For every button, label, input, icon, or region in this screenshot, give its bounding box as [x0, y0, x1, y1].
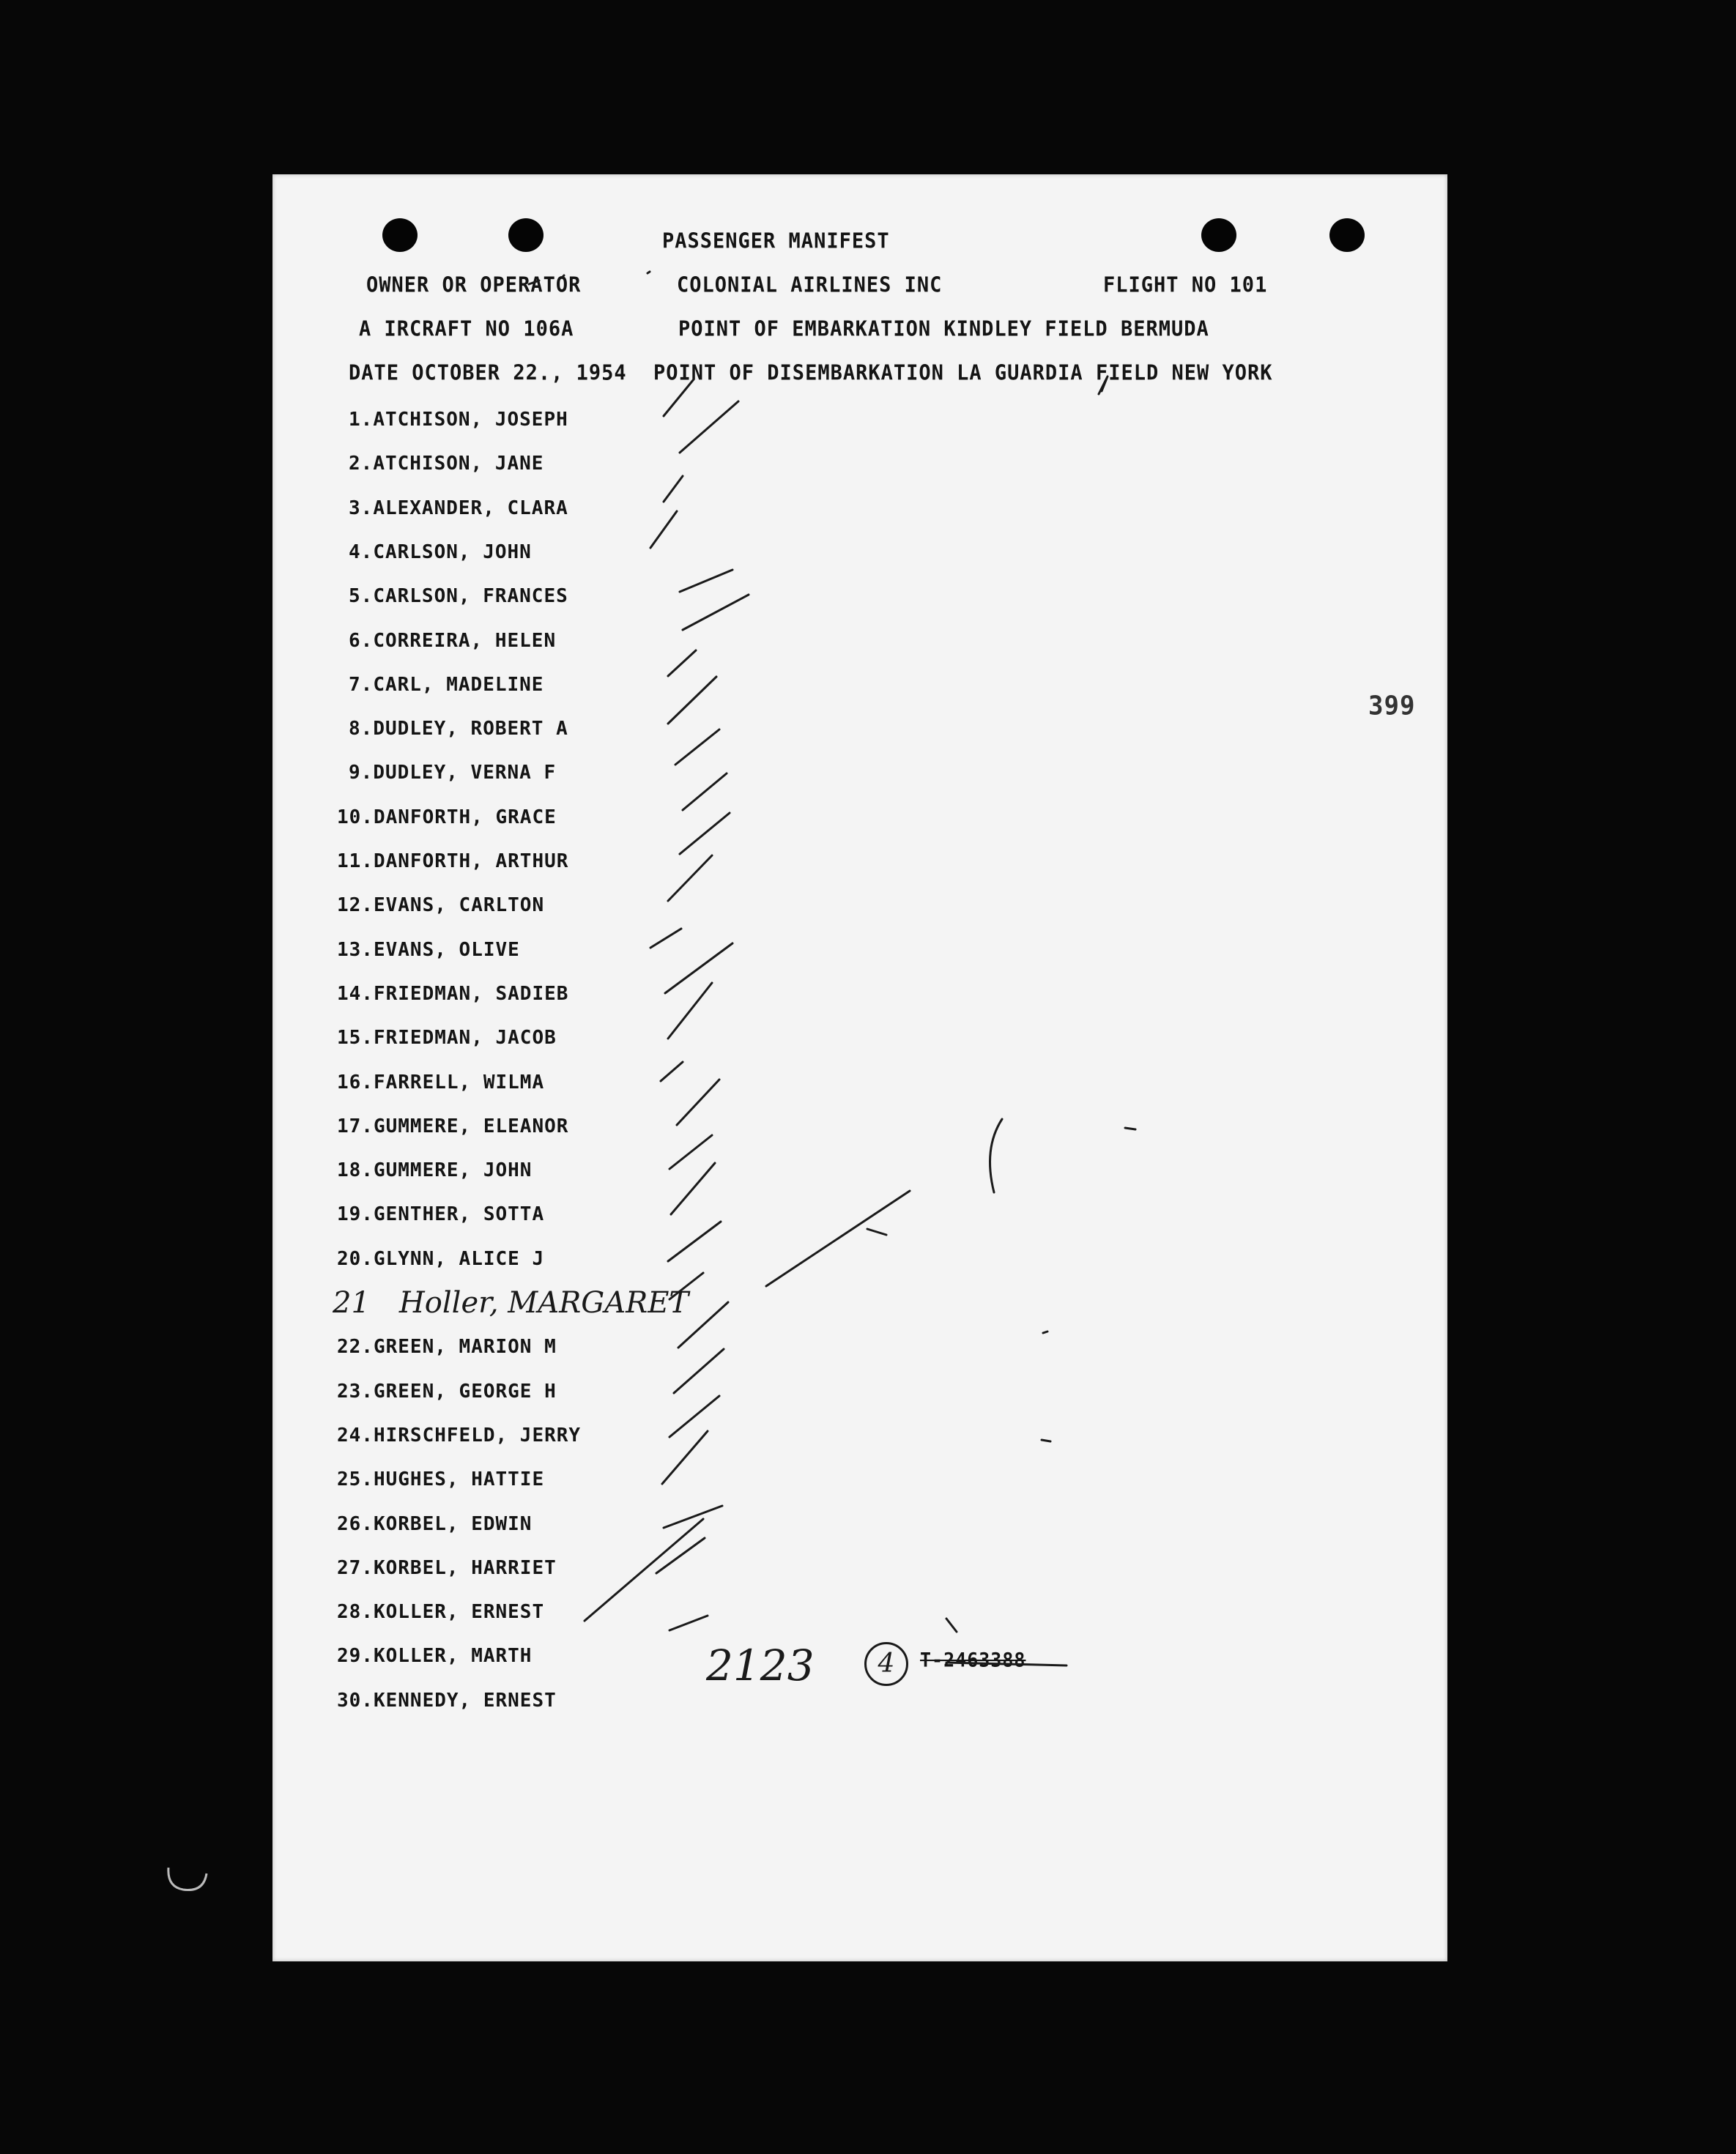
punch-hole-icon: [508, 218, 544, 252]
passenger-row: [337, 1159, 532, 1181]
punch-hole-icon: [1329, 218, 1365, 252]
passenger-number: 3.: [349, 497, 374, 519]
passenger-number: 27.: [337, 1556, 374, 1579]
passenger-row: [333, 1286, 689, 1320]
passenger-number: 23.: [337, 1380, 374, 1403]
passenger-row: [349, 762, 556, 784]
passenger-number: 14.: [337, 982, 374, 1005]
passenger-name: FRIEDMAN, JACOB: [373, 1027, 557, 1050]
flight-number: FLIGHT NO 101: [1103, 273, 1268, 297]
passenger-name: DUDLEY, ROBERT A: [373, 718, 568, 740]
owner-label: OWNER OR OPERATOR: [366, 273, 582, 297]
file-number: 2123: [706, 1641, 815, 1690]
passenger-row: [337, 1513, 532, 1535]
passenger-row: [337, 1645, 532, 1667]
struck-number: T-2463388: [920, 1649, 1026, 1671]
passenger-name: KENNEDY, ERNEST: [373, 1689, 557, 1712]
passenger-row: [337, 1425, 581, 1446]
passenger-row: [337, 1381, 557, 1403]
passenger-row: [337, 1203, 544, 1225]
passenger-name: Holler, MARGARET: [398, 1286, 689, 1320]
passenger-name: DANFORTH, ARTHUR: [373, 850, 569, 872]
passenger-row: [337, 983, 568, 1005]
passenger-name: HUGHES, HATTIE: [373, 1468, 545, 1491]
passenger-number: 17.: [337, 1115, 374, 1137]
passenger-name: ATCHISON, JOSEPH: [373, 409, 568, 431]
passenger-row: [337, 939, 520, 961]
passenger-name: KORBEL, EDWIN: [373, 1512, 533, 1535]
passenger-name: CARLSON, JOHN: [373, 541, 532, 563]
passenger-row: [349, 453, 544, 475]
passenger-name: GLYNN, ALICE J: [373, 1247, 545, 1270]
passenger-name: CARL, MADELINE: [373, 673, 544, 696]
passenger-name: ALEXANDER, CLARA: [373, 497, 568, 519]
passenger-row: [337, 1115, 568, 1137]
passenger-row: [349, 409, 568, 431]
passenger-number: 18.: [337, 1159, 374, 1182]
passenger-row: [349, 718, 568, 740]
owner-value: COLONIAL AIRLINES INC: [677, 273, 943, 297]
passenger-row: [337, 894, 544, 916]
passenger-number: 20.: [337, 1247, 374, 1270]
passenger-name: HIRSCHFELD, JERRY: [373, 1424, 582, 1446]
passenger-row: [337, 1690, 557, 1712]
punch-hole-icon: [1201, 218, 1236, 252]
passenger-number: 11.: [337, 850, 374, 872]
passenger-name: GREEN, MARION M: [373, 1336, 557, 1359]
passenger-number: 22.: [337, 1336, 374, 1359]
passenger-number: 5.: [349, 585, 374, 608]
passenger-name: DUDLEY, VERNA F: [373, 762, 557, 784]
passenger-number: 8.: [349, 718, 374, 740]
passenger-row: [337, 1248, 544, 1270]
passenger-name: GREEN, GEORGE H: [373, 1380, 557, 1403]
passenger-row: [337, 1468, 544, 1490]
film-mark-icon: [161, 1860, 227, 1904]
manifest-title: PASSENGER MANIFEST: [662, 229, 890, 253]
passenger-name: CORREIRA, HELEN: [373, 629, 557, 652]
passenger-number: 28.: [337, 1601, 374, 1624]
passenger-number: 12.: [337, 894, 374, 917]
passenger-name: EVANS, CARLTON: [373, 894, 545, 917]
passenger-name: KOLLER, MARTH: [373, 1645, 533, 1668]
passenger-number: 24.: [337, 1424, 374, 1446]
passenger-number: 6.: [349, 629, 374, 652]
page-number: 399: [1368, 691, 1416, 721]
passenger-number: 7.: [349, 673, 374, 696]
passenger-row: [349, 630, 556, 652]
passenger-name: FARRELL, WILMA: [373, 1071, 545, 1093]
passenger-row: [349, 674, 544, 696]
passenger-row: [337, 1557, 557, 1579]
embarkation-point: POINT OF EMBARKATION KINDLEY FIELD BERMUDA: [678, 317, 1209, 341]
passenger-number: 30.: [337, 1689, 374, 1712]
passenger-name: FRIEDMAN, SADIEB: [373, 982, 569, 1005]
passenger-name: KORBEL, HARRIET: [373, 1556, 557, 1579]
passenger-row: [337, 806, 557, 828]
passenger-number: 10.: [337, 806, 374, 828]
manifest-date: DATE OCTOBER 22., 1954: [349, 361, 627, 385]
passenger-number: 16.: [337, 1071, 374, 1093]
aircraft-number: A IRCRAFT NO 106A: [359, 317, 574, 341]
disembarkation-point: POINT OF DISEMBARKATION LA GUARDIA FIELD NEW YORK: [653, 361, 1273, 385]
passenger-name: GUMMERE, ELEANOR: [373, 1115, 569, 1137]
passenger-name: KOLLER, ERNEST: [373, 1601, 545, 1624]
passenger-row: [349, 585, 568, 607]
passenger-row: [337, 1027, 557, 1049]
passenger-number: 13.: [337, 938, 374, 961]
passenger-row: [349, 497, 568, 519]
circled-number-text: 4: [878, 1649, 895, 1679]
passenger-name: DANFORTH, GRACE: [373, 806, 557, 828]
passenger-number: 29.: [337, 1645, 374, 1668]
passenger-row: [337, 1601, 544, 1623]
passenger-number: 21: [333, 1286, 370, 1320]
passenger-number: 4.: [349, 541, 374, 563]
circled-number: [864, 1642, 908, 1686]
passenger-name: GUMMERE, JOHN: [373, 1159, 533, 1182]
passenger-row: [337, 1336, 557, 1358]
passenger-number: 2.: [349, 453, 374, 475]
passenger-name: GENTHER, SOTTA: [373, 1203, 545, 1226]
passenger-number: 26.: [337, 1512, 374, 1535]
passenger-name: CARLSON, FRANCES: [373, 585, 568, 608]
passenger-number: 9.: [349, 762, 374, 784]
manifest-page: [272, 174, 1447, 1961]
passenger-name: EVANS, OLIVE: [373, 938, 520, 961]
passenger-row: [337, 1072, 544, 1093]
passenger-name: ATCHISON, JANE: [373, 453, 544, 475]
passenger-number: 25.: [337, 1468, 374, 1491]
passenger-row: [337, 850, 568, 872]
punch-hole-icon: [382, 218, 418, 252]
passenger-number: 15.: [337, 1027, 374, 1050]
passenger-number: 1.: [349, 409, 374, 431]
passenger-number: 19.: [337, 1203, 374, 1226]
passenger-row: [349, 541, 532, 563]
